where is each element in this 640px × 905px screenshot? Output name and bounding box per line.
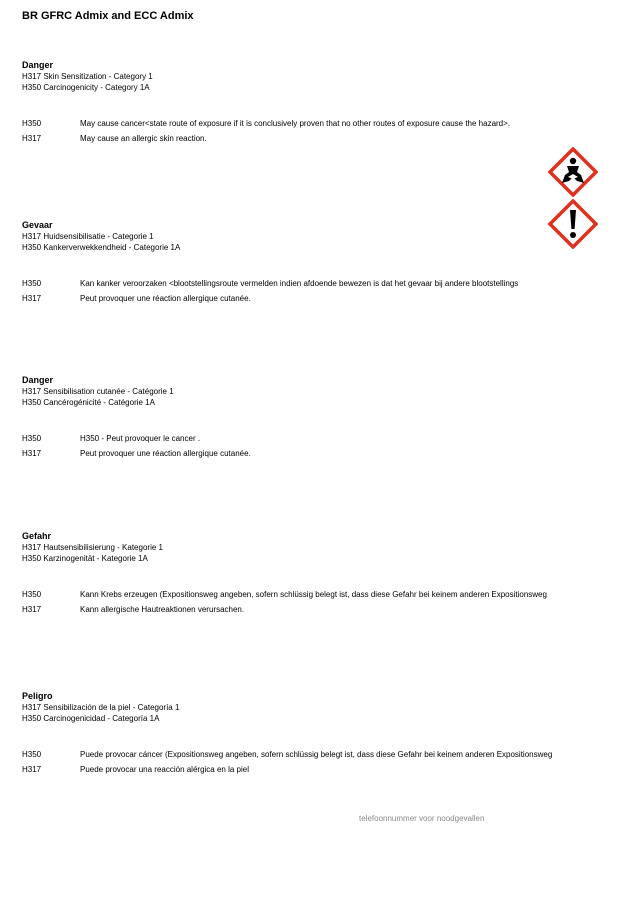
statement-row xyxy=(22,432,612,447)
statement-row xyxy=(22,292,612,307)
emergency-phone-label: telefoonnummer voor noodgevallen xyxy=(359,814,485,823)
statement-row xyxy=(22,748,612,763)
statement-code: H350 xyxy=(22,590,42,599)
statement-text: Peut provoquer une réaction allergique cutanée. xyxy=(80,448,251,458)
classification: H350 Carcinogenicity - Category 1A xyxy=(22,83,150,92)
hazard-statements xyxy=(22,277,612,306)
classification: H350 Kankerverwekkendheid - Categorie 1A xyxy=(22,243,181,252)
statement-text: Kann Krebs erzeugen (Expositionsweg angeben, sofern schlüssig belegt ist, dass diese Gefahr bei keinem anderen Expositionsweg xyxy=(80,590,547,599)
statement-code: H350 xyxy=(22,119,42,128)
hazard-statements xyxy=(22,588,612,617)
classification: H350 Karzinogenität - Kategorie 1A xyxy=(22,554,148,563)
classification: H350 Cancérogénicité - Catégorie 1A xyxy=(22,398,155,407)
classification: H317 Sensibilización de la piel - Categoría 1 xyxy=(22,703,180,712)
statement-code: H317 xyxy=(22,764,42,774)
statement-code: H350 xyxy=(22,279,42,288)
signal-word: Danger xyxy=(22,375,54,385)
statement-row xyxy=(22,603,612,618)
statement-code: H317 xyxy=(22,133,42,143)
statement-text: H350 - Peut provoquer le cancer . xyxy=(80,434,201,443)
signal-word: Gevaar xyxy=(22,220,53,230)
statement-text: May cause cancer<state route of exposure if it is conclusively proven that no other routes of exposure cause the hazard>. xyxy=(80,119,511,128)
signal-word: Danger xyxy=(22,60,54,70)
statement-code: H317 xyxy=(22,293,42,303)
classification: H317 Skin Sensitization - Category 1 xyxy=(22,72,153,81)
statement-row xyxy=(22,588,612,603)
hazard-statements xyxy=(22,432,612,461)
hazard-statements xyxy=(22,117,612,146)
statement-row xyxy=(22,277,612,292)
signal-word: Gefahr xyxy=(22,531,52,541)
classification: H317 Hautsensibilisierung - Kategorie 1 xyxy=(22,543,163,552)
classification: H317 Sensibilisation cutanée - Catégorie 1 xyxy=(22,387,174,396)
hazard-section-en xyxy=(22,59,612,143)
statement-text: Puede provocar cáncer (Expositionsweg angeben, sofern schlüssig belegt ist, dass diese Gefahr bei keinem anderen Expositionsweg xyxy=(80,750,553,759)
statement-code: H350 xyxy=(22,750,42,759)
hazard-section-fr xyxy=(22,374,612,458)
statement-row xyxy=(22,447,612,462)
hazard-section-nl xyxy=(22,219,612,303)
statement-code: H317 xyxy=(22,448,42,458)
signal-word: Peligro xyxy=(22,691,53,701)
document-title: BR GFRC Admix and ECC Admix xyxy=(22,10,194,22)
classification: H350 Carcinogenicidad - Categoría 1A xyxy=(22,714,160,723)
statement-text: May cause an allergic skin reaction. xyxy=(80,133,207,143)
statement-row xyxy=(22,132,612,147)
health-hazard-icon xyxy=(548,147,598,197)
hazard-section-de xyxy=(22,530,612,614)
statement-text: Puede provocar una reacción alérgica en la piel xyxy=(80,764,249,774)
hazard-section-es xyxy=(22,690,612,774)
statement-text: Kann allergische Hautreaktionen verursachen. xyxy=(80,604,245,614)
classification: H317 Huidsensibilisatie - Categorie 1 xyxy=(22,232,154,241)
hazard-statements xyxy=(22,748,612,777)
statement-code: H317 xyxy=(22,604,42,614)
statement-code: H350 xyxy=(22,434,42,443)
statement-row xyxy=(22,117,612,132)
statement-row xyxy=(22,763,612,778)
statement-text: Kan kanker veroorzaken <blootstellingsroute vermelden indien afdoende bewezen is dat het gevaar bij andere blootstellings xyxy=(80,279,519,288)
statement-text: Peut provoquer une réaction allergique cutanée. xyxy=(80,293,251,303)
